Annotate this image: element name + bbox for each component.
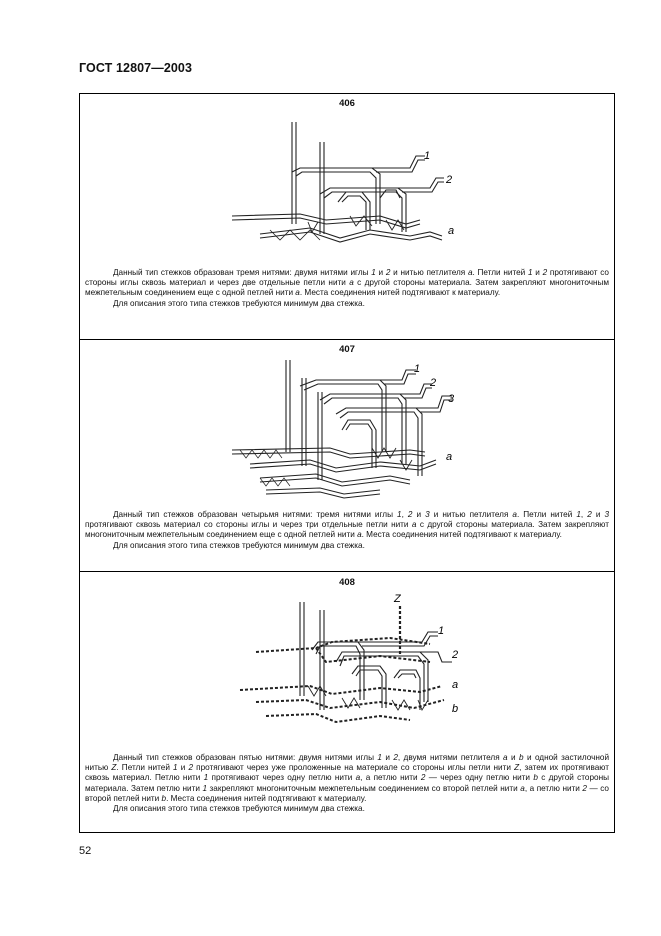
section-description	[85, 753, 609, 814]
document-header: ГОСТ 12807—2003	[79, 61, 193, 75]
description-text: Данный тип стежков образован четырьмя нитями: тремя нитями иглы 1, 2 и 3 и нитью петлителя a. Петли нитей 1, 2 и 3 протягивают сквозь материал со стороны иглы и через три отдельные петли нити a с другой стороны материала. Затем закрепляют многониточным межпетельным соединением еще с одной петлей нити a. Места соединения нитей подтягивают к материалу.	[85, 510, 609, 540]
label-3: 3	[448, 393, 455, 405]
section-number: 408	[339, 577, 355, 588]
note-text: Для описания этого типа стежков требуются минимум два стежка.	[113, 298, 365, 308]
label-a: a	[446, 451, 453, 463]
note-text: Для описания этого типа стежков требуются минимум два стежка.	[113, 540, 365, 550]
label-1: 1	[438, 625, 445, 637]
label-2: 2	[452, 649, 459, 661]
description-text: Данный тип стежков образован тремя нитями: двумя нитями иглы 1 и 2 и нитью петлителя a. Петли нитей 1 и 2 протягивают со стороны иглы сквозь материал и через две отдельные петли нити a с другой стороны материала. Затем закрепляют многониточным межпетельным соединением еще с одной петлей нити a. Места соединения нитей подтягивают к материалу.	[85, 268, 610, 298]
section-description	[85, 268, 609, 309]
section-406	[80, 94, 614, 340]
page-number: 52	[79, 845, 92, 857]
stitch-407-figure	[80, 356, 614, 506]
note-text: Для описания этого типа стежков требуются минимум два стежка.	[113, 804, 365, 814]
label-1: 1	[424, 150, 431, 162]
label-2: 2	[430, 377, 437, 389]
section-number: 407	[339, 344, 355, 355]
stitch-406-figure	[80, 112, 614, 267]
section-407	[80, 340, 614, 572]
label-a: a	[448, 225, 455, 237]
stitch-408-figure	[80, 590, 614, 752]
label-2: 2	[446, 174, 453, 186]
description-text: Данный тип стежков образован пятью нитями: двумя нитями иглы 1 и 2, двумя нитями петлителя a и b и одной застилочной нитью Z. Петли нитей 1 и 2 протягивают через уже проложенные на материале со стороны иглы петли нити Z, затем их протягивают сквозь материал. Петлю нити 1 протягивают через одну петлю нити a, а петлю нити 2 — через одну петлю нити b с другой стороны материала. Затем петлю нити 1 закрепляют многониточным межпетельным соединением со второй петлей нити a, а петлю нити 2 — со второй петлей нити b. Места соединения нитей подтягивают к материалу.	[85, 753, 610, 803]
section-description	[85, 510, 609, 551]
label-Z: Z	[394, 593, 401, 605]
section-408	[80, 572, 614, 834]
label-1: 1	[414, 363, 421, 375]
section-number: 406	[339, 98, 355, 109]
label-b: b	[452, 703, 459, 715]
label-a: a	[452, 679, 459, 691]
stitch-table	[79, 93, 615, 833]
